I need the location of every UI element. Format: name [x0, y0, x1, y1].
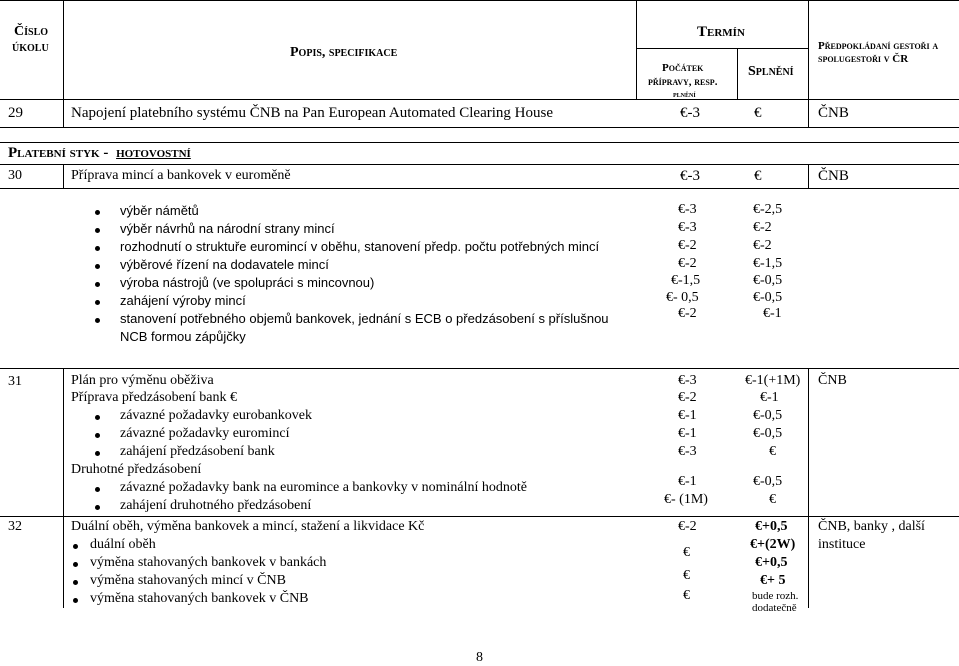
row30-done-value: €-1,5 [753, 256, 783, 271]
row32-start-value: € [683, 545, 690, 560]
bullet [95, 318, 100, 323]
row31-line: zahájení druhotného předzásobení [120, 498, 312, 513]
row32-start-value: € [683, 568, 690, 583]
row30-done-value: €-0,5 [753, 290, 783, 305]
row31-start-value: €-1 [678, 408, 697, 423]
row29-responsible: ČNB [818, 105, 849, 121]
header-top-border [0, 0, 959, 1]
row30-start-value: €-3 [678, 220, 697, 235]
bullet [95, 228, 100, 233]
row30-start-value: €-2 [678, 256, 697, 271]
row29-done: € [754, 105, 762, 121]
row31-done-value: €-0,5 [753, 426, 783, 441]
row32-item: výměna stahovaných mincí v ČNB [90, 573, 286, 588]
row-divider [63, 99, 64, 128]
row31-responsible: ČNB [818, 373, 847, 388]
header-divider [63, 0, 64, 100]
row-divider [63, 368, 64, 608]
row30-start-value: €-3 [678, 202, 697, 217]
row31-start-value: €-2 [678, 390, 697, 405]
row32-done-value: €+0,5 [755, 519, 788, 534]
row32-start-value: € [683, 588, 690, 603]
row30-done: € [754, 168, 762, 184]
bullet [73, 544, 78, 549]
row30-start: €-3 [680, 168, 700, 184]
section-title-part2: hotovostní [116, 145, 191, 161]
header-responsible-line1: Předpokládaní gestoři a [818, 40, 939, 52]
header-start-line2: přípravy, resp. [648, 76, 718, 88]
row32-top-border [0, 516, 959, 517]
header-description: Popis, specifikace [290, 45, 398, 60]
row-divider [808, 99, 809, 128]
row30-item: výběr návrhů na národní strany mincí [120, 221, 335, 236]
row31-done-value: € [769, 492, 776, 507]
bullet [95, 433, 100, 438]
bullet [95, 264, 100, 269]
row31-done-value: €-0,5 [753, 474, 783, 489]
row30-done-value: €-0,5 [753, 273, 783, 288]
row-divider [63, 164, 64, 189]
row31-line: závazné požadavky bank na euromince a bankovky v nominální hodnotě [120, 480, 528, 495]
row30-item: výběr námětů [120, 203, 199, 218]
row30-start-value: €-1,5 [671, 273, 701, 288]
row31-done-value: €-1(+1M) [745, 373, 801, 388]
header-done: Splnění [748, 64, 794, 79]
row29-start: €-3 [680, 105, 700, 121]
section-title [8, 145, 191, 162]
row31-line: závazné požadavky eurobankovek [120, 408, 313, 423]
row31-top-border [0, 368, 959, 369]
section-top-border [0, 142, 959, 143]
header-number-line2: úkolu [12, 40, 49, 55]
row31-line: Plán pro výměnu oběživa [71, 373, 214, 388]
row30-responsible: ČNB [818, 168, 849, 184]
bullet [95, 210, 100, 215]
row29-text: Napojení platebního systému ČNB na Pan European Automated Clearing House [71, 105, 553, 121]
row31-line: Druhotné předzásobení [71, 462, 202, 477]
row-divider [808, 368, 809, 608]
bullet [73, 562, 78, 567]
bullet [95, 487, 100, 492]
row31-line: zahájení předzásobení bank [120, 444, 275, 459]
header-start-line3: plnění [673, 89, 696, 99]
row31-done-value: €-1 [760, 390, 779, 405]
row31-line: závazné požadavky euromincí [120, 426, 290, 441]
bullet [95, 300, 100, 305]
row32-number: 32 [8, 519, 22, 534]
row32-item: výměna stahovaných bankovek v bankách [90, 555, 327, 570]
bullet [95, 505, 100, 510]
row32-item: výměna stahovaných bankovek v ČNB [90, 591, 309, 606]
row29-number: 29 [8, 105, 23, 121]
row-divider [808, 164, 809, 189]
row32-done-value: €+0,5 [755, 555, 788, 570]
row31-start-value: €-3 [678, 373, 697, 388]
page-number: 8 [476, 650, 483, 665]
bullet [73, 580, 78, 585]
row32-done-value: €+ 5 [760, 573, 786, 588]
row30-item: zahájení výroby mincí [120, 293, 246, 308]
row30-item: výroba nástrojů (ve spolupráci s mincovnou) [120, 275, 375, 290]
term-subheader-border [636, 48, 808, 49]
row30-done-value: €-1 [763, 306, 782, 321]
bullet [95, 282, 100, 287]
row30-item: NCB formou zápůjčky [120, 329, 246, 344]
row29-bottom-border [0, 127, 959, 128]
header-bottom-border [0, 99, 959, 100]
row31-start-value: €-3 [678, 444, 697, 459]
bullet [73, 598, 78, 603]
row31-start-value: €-1 [678, 426, 697, 441]
header-responsible-line2: spolugestoři v ČR [818, 53, 909, 65]
row30-done-value: €-2,5 [753, 202, 783, 217]
row31-done-value: €-0,5 [753, 408, 783, 423]
row32-responsible-line1: ČNB, banky , další [818, 519, 925, 534]
row31-line: Příprava předzásobení bank € [71, 390, 237, 405]
header-divider [808, 0, 809, 100]
row31-done-value: € [769, 444, 776, 459]
row30-number: 30 [8, 168, 22, 183]
row30-start-value: €-2 [678, 306, 697, 321]
row31-start-value: €-1 [678, 474, 697, 489]
bullet [95, 246, 100, 251]
header-start-line1: Počátek [662, 62, 704, 74]
header-divider [737, 48, 738, 100]
row32-done-value: €+(2W) [750, 537, 796, 552]
row30-done-value: €-2 [753, 238, 772, 253]
row30-item: výběrové řízení na dodavatele mincí [120, 257, 329, 272]
row30-item: rozhodnutí o struktuře euromincí v oběhu, stanovení předp. počtu potřebných mincí [120, 239, 600, 254]
section-bottom-border [0, 164, 959, 165]
row31-number: 31 [8, 374, 22, 389]
row30-head-border [0, 188, 959, 189]
header-term: Termín [697, 24, 745, 40]
row32-text: Duální oběh, výměna bankovek a mincí, stažení a likvidace Kč [71, 519, 425, 534]
header-number-line1: Číslo [14, 24, 49, 39]
row30-start-value: €- 0,5 [666, 290, 699, 305]
row31-start-value: €- (1M) [664, 492, 708, 507]
row32-start-value: €-2 [678, 519, 697, 534]
bullet [95, 451, 100, 456]
row30-text: Příprava mincí a bankovek v euroměně [71, 168, 291, 183]
row32-note-line1: bude rozh. [752, 590, 799, 602]
row32-item: duální oběh [90, 537, 156, 552]
row30-done-value: €-2 [753, 220, 772, 235]
row30-start-value: €-2 [678, 238, 697, 253]
bullet [95, 415, 100, 420]
row32-note-line2: dodatečně [752, 602, 797, 614]
row30-item: stanovení potřebného objemů bankovek, jednání s ECB o předzásobení s příslušnou [120, 311, 609, 326]
header-divider [636, 0, 637, 100]
row32-responsible-line2: instituce [818, 537, 866, 552]
section-title-part1: Platební styk - [8, 145, 109, 161]
